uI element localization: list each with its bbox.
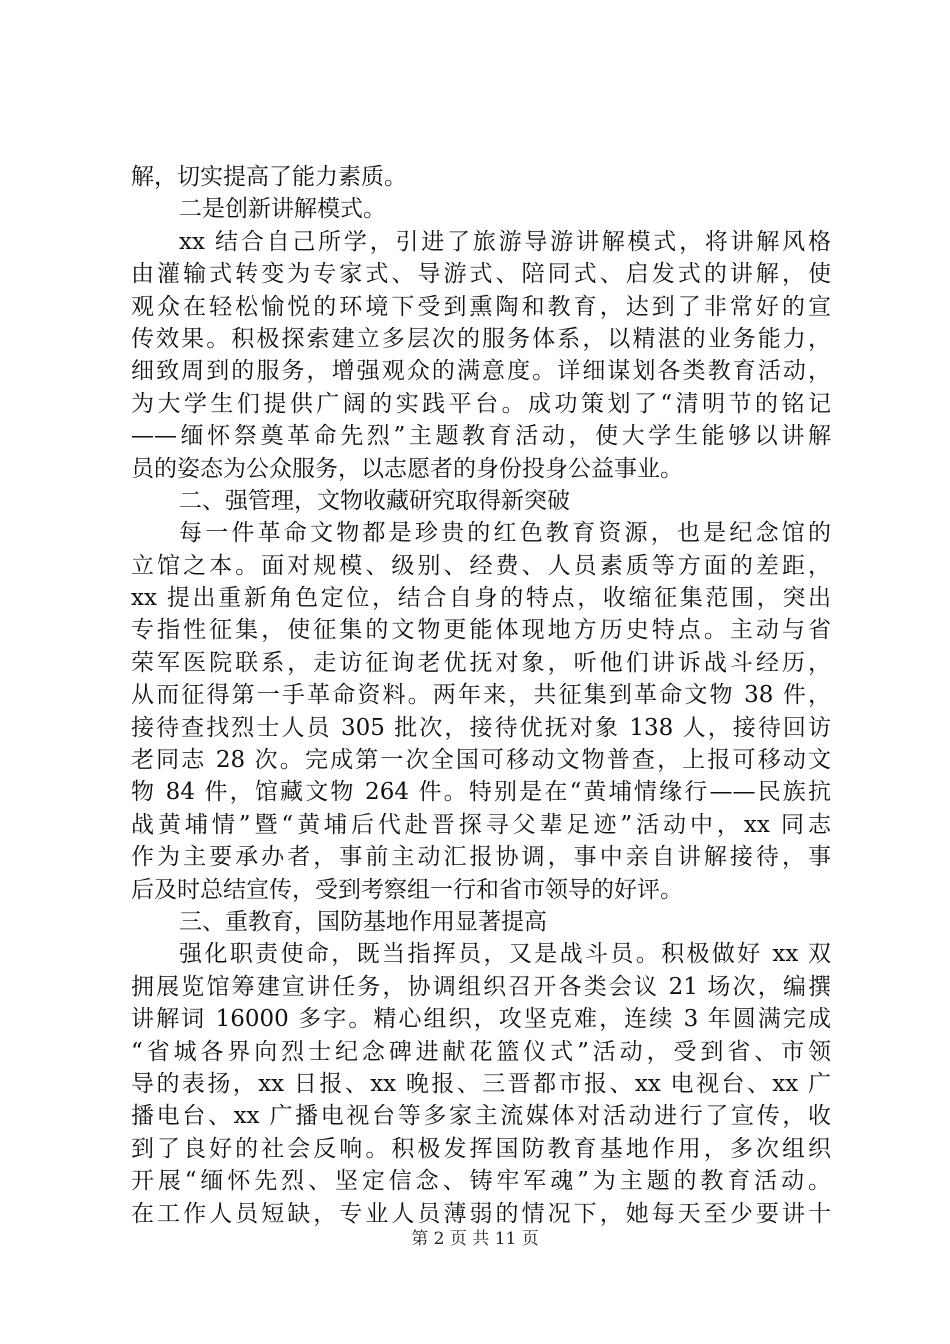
text-line: 拥展览馆筹建宣讲任务，协调组织召开各类会议 21 场次，编撰: [131, 973, 831, 1000]
text-line: “省城各界向烈士纪念碑进献花篮仪式”活动，受到省、市领: [131, 1038, 831, 1065]
text-line: 传效果。积极探索建立多层次的服务体系，以精湛的业务能力，: [131, 325, 831, 352]
text-line: 观众在轻松愉悦的环境下受到熏陶和教育，达到了非常好的宣: [131, 293, 831, 320]
text-line: 员的姿态为公众服务，以志愿者的身份投身公益事业。: [131, 455, 683, 482]
text-line: 强化职责使命，既当指挥员，又是战斗员。积极做好 xx 双: [179, 941, 831, 968]
text-line: 播电台、xx 广播电视台等多家主流媒体对活动进行了宣传，收: [131, 1103, 831, 1130]
text-line: xx 提出重新角色定位，结合自身的特点，收缩征集范围，突出: [131, 585, 831, 612]
text-line: 由灌输式转变为专家式、导游式、陪同式、启发式的讲解，使: [131, 261, 831, 288]
text-line: 讲解词 16000 多字。精心组织，攻坚克难，连续 3 年圆满完成: [131, 1006, 831, 1033]
text-line: 物 84 件，馆藏文物 264 件。特别是在“黄埔情缘行——民族抗: [131, 779, 831, 806]
page-footer: [0, 1224, 950, 1249]
text-line: 专指性征集，使征集的文物更能体现地方历史特点。主动与省: [131, 617, 831, 644]
text-line: 接待查找烈士人员 305 批次，接待优抚对象 138 人，接待回访: [131, 714, 831, 741]
text-line: 战黄埔情”暨“黄埔后代赴晋探寻父辈足迹”活动中，xx 同志: [131, 811, 831, 838]
text-line: 导的表扬，xx 日报、xx 晚报、三晋都市报、xx 电视台、xx 广: [131, 1070, 831, 1097]
text-line: 每一件革命文物都是珍贵的红色教育资源，也是纪念馆的: [179, 520, 831, 547]
text-line: 作为主要承办者，事前主动汇报协调，事中亲自讲解接待，事: [131, 844, 831, 871]
text-line: 老同志 28 次。完成第一次全国可移动文物普查，上报可移动文: [131, 747, 831, 774]
text-line: 荣军医院联系，走访征询老优抚对象，听他们讲诉战斗经历，: [131, 649, 831, 676]
text-line: 二是创新讲解模式。: [179, 196, 386, 223]
text-line: 二、强管理，文物收藏研究取得新突破: [179, 487, 570, 514]
text-line: xx 结合自己所学，引进了旅游导游讲解模式，将讲解风格: [179, 228, 831, 255]
text-line: 在工作人员短缺，专业人员薄弱的情况下，她每天至少要讲十: [131, 1200, 831, 1227]
text-line: 解，切实提高了能力素质。: [131, 164, 407, 190]
page-number-label: 第 2 页 共 11 页: [411, 1229, 539, 1249]
text-line: 为大学生们提供广阔的实践平台。成功策划了“清明节的铭记: [131, 390, 831, 417]
text-line: ——缅怀祭奠革命先烈”主题教育活动，使大学生能够以讲解: [131, 423, 831, 450]
text-line: 开展“缅怀先烈、坚定信念、铸牢军魂”为主题的教育活动。: [131, 1168, 831, 1195]
text-line: 细致周到的服务，增强观众的满意度。详细谋划各类教育活动，: [131, 358, 831, 385]
text-line: 三、重教育，国防基地作用显著提高: [179, 908, 547, 935]
text-line: 从而征得第一手革命资料。两年来，共征集到革命文物 38 件，: [131, 682, 831, 709]
text-line: 到了良好的社会反响。积极发挥国防教育基地作用，多次组织: [131, 1135, 831, 1162]
text-line: 立馆之本。面对规模、级别、经费、人员素质等方面的差距，: [131, 552, 831, 579]
document-body: [131, 161, 831, 1230]
text-line: 后及时总结宣传，受到考察组一行和省市领导的好评。: [131, 876, 683, 903]
